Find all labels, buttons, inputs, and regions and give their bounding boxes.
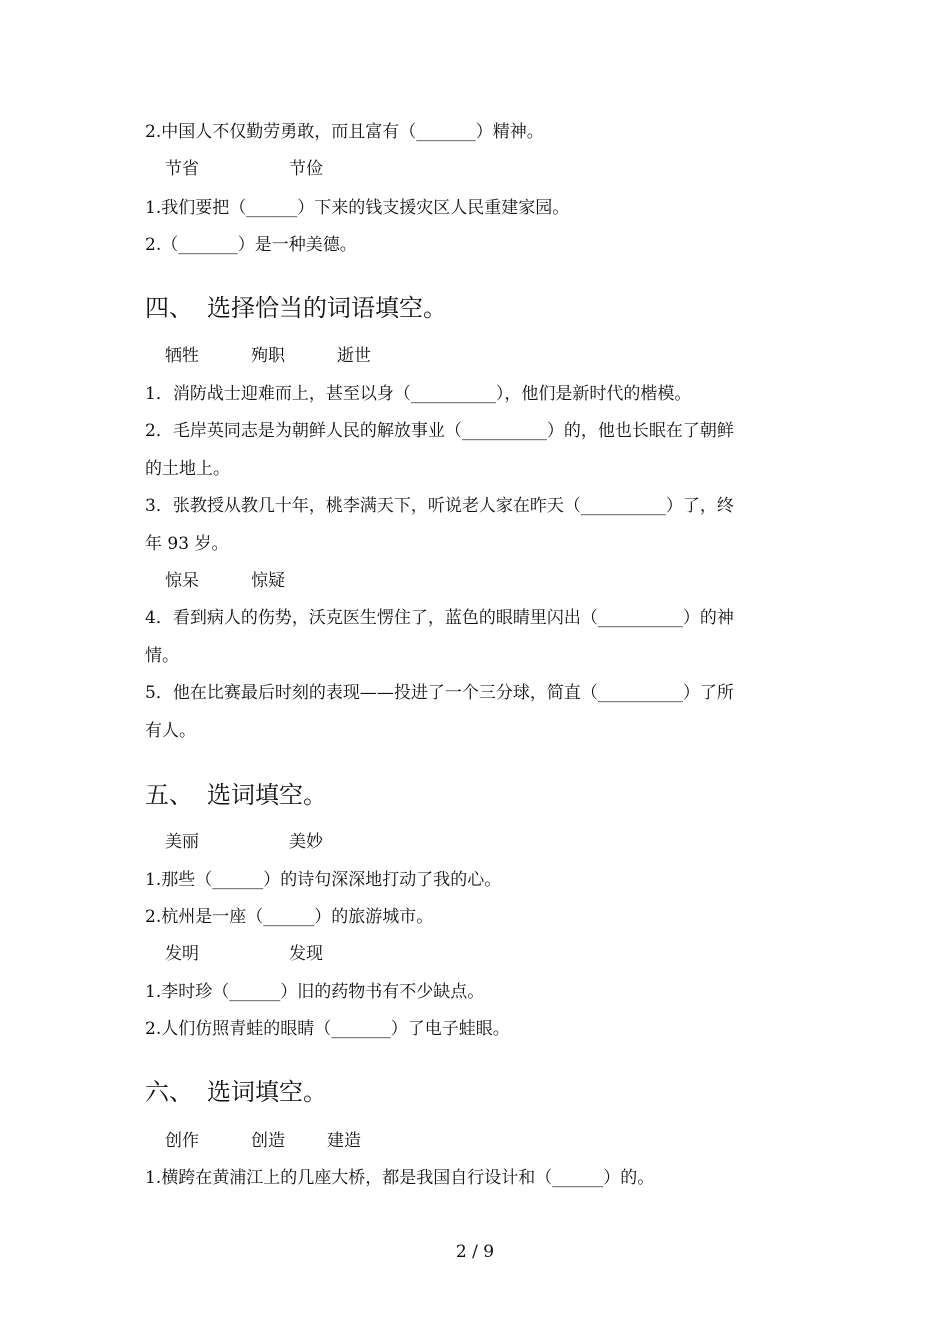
question-line: 1.那些（______）的诗句深深地打动了我的心。 (145, 870, 502, 890)
section-heading (145, 293, 447, 323)
word-option: 创造 (251, 1131, 285, 1151)
word-option: 发明 (165, 944, 199, 964)
section-heading (145, 780, 327, 810)
question-line: 2.（_______）是一种美德。 (145, 235, 357, 255)
word-options (165, 158, 323, 180)
question-line: 2．毛岸英同志是为朝鲜人民的解放事业（__________）的，他也长眠在了朝鲜 (145, 421, 734, 441)
word-option: 牺牲 (165, 346, 199, 366)
question-line: 5．他在比赛最后时刻的表现——投进了一个三分球，简直（__________）了所 (145, 683, 734, 703)
section-number: 六、 (145, 1078, 193, 1106)
question-line: 的土地上。 (145, 459, 230, 479)
word-option: 创作 (165, 1131, 199, 1151)
question-line: 1.我们要把（______）下来的钱支援灾区人民重建家园。 (145, 198, 570, 218)
word-options (165, 570, 285, 592)
word-option: 节省 (165, 159, 199, 179)
question-line: 3．张教授从教几十年，桃李满天下，听说老人家在昨天（__________）了，终 (145, 496, 734, 516)
section-title: 选词填空。 (207, 1078, 327, 1106)
word-options (165, 345, 371, 367)
word-option: 逝世 (337, 346, 371, 366)
section-number: 五、 (145, 781, 193, 809)
question-line: 年 93 岁。 (145, 534, 229, 554)
question-line: 1.李时珍（______）旧的药物书有不少缺点。 (145, 982, 485, 1002)
question-line: 2.杭州是一座（______）的旅游城市。 (145, 907, 434, 927)
word-option: 节俭 (289, 159, 323, 179)
page-number: 2 / 9 (455, 1242, 495, 1262)
word-option: 惊呆 (165, 571, 199, 591)
question-line: 有人。 (145, 721, 196, 741)
word-option: 美丽 (165, 832, 199, 852)
question-line: 2.中国人不仅勤劳勇敢，而且富有（_______）精神。 (145, 122, 544, 142)
word-option: 发现 (289, 944, 323, 964)
section-title: 选词填空。 (207, 781, 327, 809)
word-options (165, 1130, 361, 1152)
question-line: 4．看到病人的伤势，沃克医生愣住了，蓝色的眼睛里闪出（__________）的神 (145, 608, 734, 628)
question-line: 情。 (145, 646, 179, 666)
section-number: 四、 (145, 294, 193, 322)
word-options (165, 943, 323, 965)
section-heading (145, 1077, 327, 1107)
word-option: 建造 (327, 1131, 361, 1151)
word-option: 殉职 (251, 346, 285, 366)
word-options (165, 831, 323, 853)
question-line: 2.人们仿照青蛙的眼睛（_______）了电子蛙眼。 (145, 1019, 510, 1039)
word-option: 惊疑 (251, 571, 285, 591)
word-option: 美妙 (289, 832, 323, 852)
question-line: 1.横跨在黄浦江上的几座大桥，都是我国自行设计和（______）的。 (145, 1168, 655, 1188)
question-line: 1．消防战士迎难而上，甚至以身（__________），他们是新时代的楷模。 (145, 384, 692, 404)
section-title: 选择恰当的词语填空。 (207, 294, 447, 322)
